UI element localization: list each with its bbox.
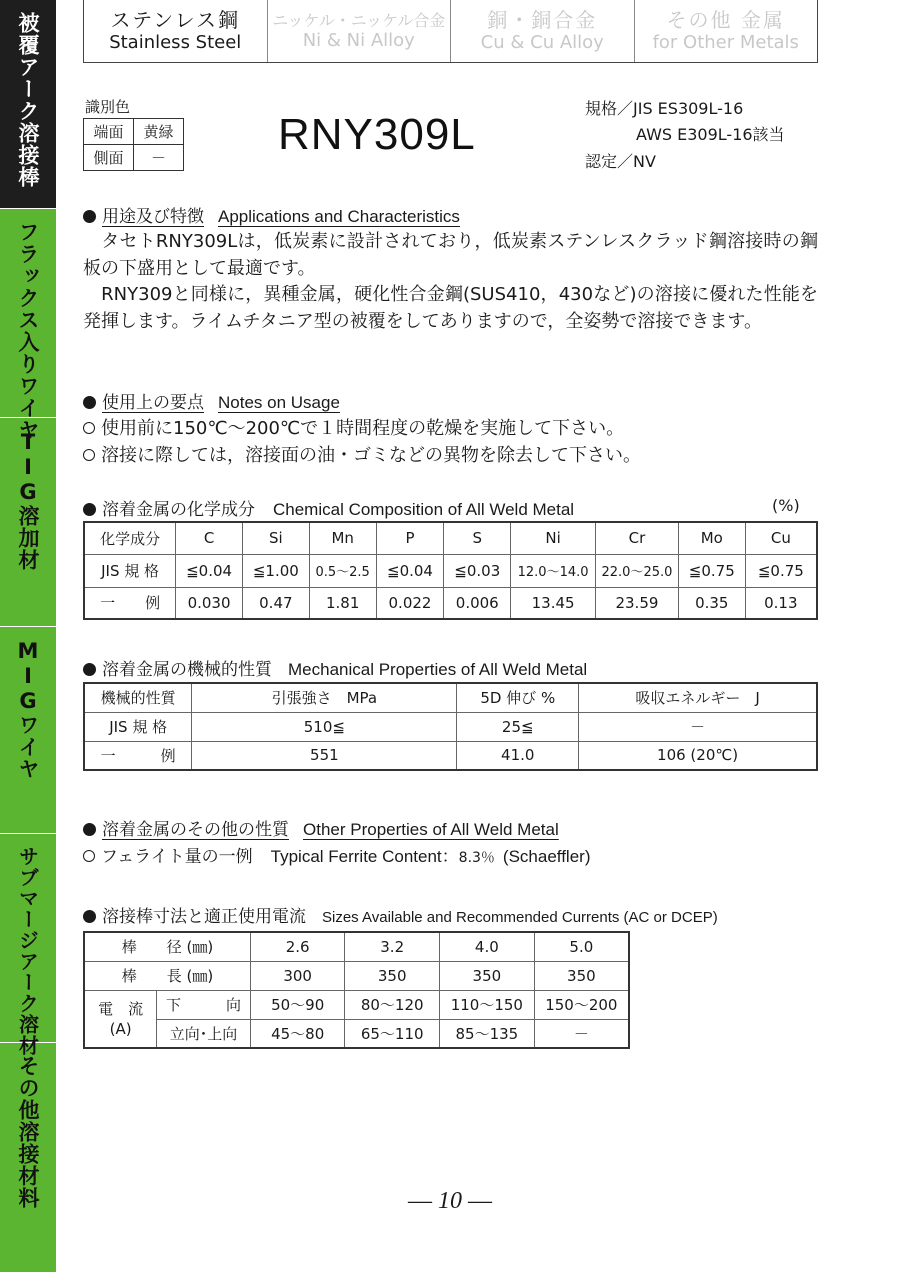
table-cell: 3.2 [345, 932, 440, 961]
bullet-icon [83, 396, 96, 409]
row-header: JIS 規 格 [84, 554, 176, 587]
table-cell: 0.022 [376, 587, 444, 619]
row-header: 一 例 [84, 587, 176, 619]
standard-aws: AWS E309L-16該当 [636, 125, 785, 144]
column-header: Cu [745, 522, 817, 554]
table-row [84, 587, 817, 619]
bullet-icon [83, 663, 96, 676]
tab-other-metals[interactable] [635, 0, 818, 62]
sidebar-item-mig-wire[interactable] [0, 627, 56, 834]
chemical-composition-table [83, 521, 818, 620]
id-color-label: 識別色 [85, 98, 131, 116]
sidebar-item-other-materials[interactable] [0, 1043, 56, 1272]
tab-stainless-steel[interactable] [84, 0, 268, 62]
table-cell: 80～120 [345, 990, 440, 1019]
table-cell: 13.45 [511, 587, 596, 619]
table-cell: ≦0.04 [176, 554, 243, 587]
circle-bullet-icon [83, 422, 95, 434]
note-item [83, 414, 624, 440]
tab-label-en: Cu & Cu Alloy [480, 32, 604, 54]
table-cell: － [534, 1019, 629, 1048]
row-header: JIS 規 格 [84, 712, 192, 741]
table-cell: ≦0.04 [376, 554, 444, 587]
table-cell: 50～90 [250, 990, 344, 1019]
table-cell: 0.13 [745, 587, 817, 619]
table-cell: 510≦ [192, 712, 457, 741]
table-cell: 23.59 [596, 587, 679, 619]
table-cell: 0.030 [176, 587, 243, 619]
table-cell: 150～200 [534, 990, 629, 1019]
table-cell: 4.0 [440, 932, 535, 961]
applications-paragraph-1: タセトRNY309Lは，低炭素に設計されており，低炭素ステンレスクラッド鋼溶接時の鋼板の下盛用として最適です。 [83, 231, 818, 279]
row-header: 一 例 [84, 741, 192, 770]
table-cell: 85～135 [440, 1019, 535, 1048]
page-number: ― 10 ― [408, 1188, 492, 1214]
heading-jp: 溶着金属の機械的性質 [102, 660, 272, 680]
table-cell: 25≦ [457, 712, 579, 741]
table-row [84, 1019, 629, 1048]
sidebar-item-flux-cored-wire[interactable] [0, 209, 56, 441]
table-cell: ≦0.75 [678, 554, 745, 587]
table-cell: 350 [440, 961, 535, 990]
row-header: 立向･上向 [157, 1019, 251, 1048]
column-header: C [176, 522, 243, 554]
column-header: P [376, 522, 444, 554]
sidebar-item-tig-filler[interactable] [0, 418, 56, 627]
sidebar-item-label: サブマージアーク溶材 [15, 846, 40, 1056]
table-header-row [84, 522, 817, 554]
row-header: 棒 径 (㎜) [84, 932, 250, 961]
table-cell: 12.0～14.0 [511, 554, 596, 587]
ferrite-label-en: Typical Ferrite Content： [270, 847, 459, 866]
column-header: 機械的性質 [84, 683, 192, 712]
column-header: Mn [309, 522, 376, 554]
sizes-heading [83, 902, 718, 927]
tab-label-jp: ステンレス鋼 [110, 8, 240, 33]
tab-label-jp: ニッケル・ニッケル合金 [272, 10, 446, 30]
column-header: Si [242, 522, 309, 554]
heading-jp: 用途及び特徴 [102, 207, 204, 227]
ferrite-content-line [83, 842, 590, 867]
sidebar-item-label: TIG溶加材 [16, 430, 40, 571]
other-properties-heading [83, 815, 559, 840]
table-cell: 350 [534, 961, 629, 990]
table-cell: 45～80 [250, 1019, 344, 1048]
sidebar-item-label: MIGワイヤ [16, 639, 40, 780]
tab-copper-alloy[interactable] [451, 0, 635, 62]
row-header: 棒 長 (㎜) [84, 961, 250, 990]
column-header: 引張強さ MPa [192, 683, 457, 712]
table-cell: 350 [345, 961, 440, 990]
table-row [84, 145, 184, 171]
table-cell: 0.35 [678, 587, 745, 619]
table-cell: 2.6 [250, 932, 344, 961]
bullet-icon [83, 910, 96, 923]
current-label: 電 流 [98, 999, 144, 1018]
note-text: 溶接に際しては，溶接面の油・ゴミなどの異物を除去して下さい。 [101, 445, 641, 466]
product-name: RNY309L [278, 110, 476, 159]
circle-bullet-icon [83, 449, 95, 461]
heading-en: Applications and Characteristics [218, 207, 460, 226]
id-color-table [83, 118, 184, 171]
column-header: Mo [678, 522, 745, 554]
table-row [84, 554, 817, 587]
heading-en: Chemical Composition of All Weld Metal [273, 500, 575, 519]
mechanical-properties-table [83, 682, 818, 771]
id-color-value: 黄緑 [134, 119, 184, 145]
chemical-heading [83, 495, 574, 520]
table-row [84, 961, 629, 990]
bullet-icon [83, 210, 96, 223]
heading-en: Other Properties of All Weld Metal [303, 820, 559, 839]
metal-category-tabs [83, 0, 818, 63]
table-cell: 5.0 [534, 932, 629, 961]
table-cell: 551 [192, 741, 457, 770]
id-color-name: 端面 [84, 119, 134, 145]
table-header-row [84, 683, 817, 712]
heading-jp: 溶着金属の化学成分 [102, 500, 255, 520]
tab-label-en: Ni & Ni Alloy [302, 29, 415, 51]
row-header: 下 向 [157, 990, 251, 1019]
sidebar-item-covered-electrodes[interactable] [0, 0, 56, 209]
table-row [84, 932, 629, 961]
table-cell: 65～110 [345, 1019, 440, 1048]
sidebar-item-label: その他溶接材料 [16, 1055, 40, 1209]
bullet-icon [83, 503, 96, 516]
current-unit: (A) [109, 1019, 132, 1038]
id-color-name: 側面 [84, 145, 134, 171]
ferrite-method: (Schaeffler) [502, 847, 591, 866]
table-cell: ≦0.75 [745, 554, 817, 587]
ferrite-value: 8.3％ [458, 850, 495, 866]
sidebar-item-label: 被覆アーク溶接棒 [16, 12, 40, 188]
certification: 認定／NV [585, 152, 656, 171]
heading-jp: 溶着金属のその他の性質 [102, 820, 289, 840]
circle-bullet-icon [83, 850, 95, 862]
tab-nickel-alloy[interactable] [268, 0, 452, 62]
column-header: Ni [511, 522, 596, 554]
mechanical-heading [83, 655, 587, 680]
heading-en: Notes on Usage [218, 393, 340, 412]
table-cell: 1.81 [309, 587, 376, 619]
heading-en: Mechanical Properties of All Weld Metal [288, 660, 588, 679]
category-sidebar [0, 0, 56, 1272]
tab-label-jp: 銅・銅合金 [487, 8, 598, 33]
standard-jis: 規格／JIS ES309L-16 [585, 99, 744, 118]
ferrite-label-jp: フェライト量の一例 [101, 847, 253, 867]
heading-en: Sizes Available and Recommended Currents (AC or DCEP) [322, 909, 718, 926]
applications-paragraph-2: RNY309と同様に，異種金属，硬化性合金鋼(SUS410，430など)の溶接に優れた性能を発揮します。ライムチタニア型の被覆をしてありますので，全姿勢で溶接できます。 [83, 284, 818, 332]
table-row [84, 119, 184, 145]
tab-label-en: for Other Metals [652, 32, 799, 54]
tab-label-jp: その他 金属 [666, 8, 785, 33]
column-header: Cr [596, 522, 679, 554]
table-cell: 41.0 [457, 741, 579, 770]
table-cell: 0.006 [444, 587, 511, 619]
sidebar-item-submerged-arc[interactable] [0, 834, 56, 1056]
note-item [83, 441, 641, 467]
note-text: 使用前に150℃～200℃で１時間程度の乾燥を実施して下さい。 [101, 418, 625, 439]
table-row [84, 712, 817, 741]
column-header: 5D 伸び % [457, 683, 579, 712]
table-cell: － [579, 712, 817, 741]
table-cell: 110～150 [440, 990, 535, 1019]
table-row [84, 990, 629, 1019]
bullet-icon [83, 823, 96, 836]
column-header: 化学成分 [84, 522, 176, 554]
table-cell: 0.5～2.5 [309, 554, 376, 587]
table-cell: 0.47 [242, 587, 309, 619]
chemical-unit: (%) [772, 496, 800, 515]
table-cell: ≦1.00 [242, 554, 309, 587]
sizes-currents-table [83, 931, 630, 1049]
heading-jp: 溶接棒寸法と適正使用電流 [102, 907, 306, 927]
table-cell: ≦0.03 [444, 554, 511, 587]
sidebar-item-label: フラックス入りワイヤ [16, 221, 40, 441]
id-color-value: － [134, 145, 184, 171]
table-cell: 300 [250, 961, 344, 990]
tab-label-en: Stainless Steel [109, 32, 242, 54]
table-row [84, 741, 817, 770]
applications-heading [83, 202, 460, 227]
heading-jp: 使用上の要点 [102, 393, 204, 413]
column-header: 吸収エネルギー J [579, 683, 817, 712]
column-header: S [444, 522, 511, 554]
notes-heading [83, 388, 340, 413]
table-cell: 106 (20℃) [579, 741, 817, 770]
current-header [84, 990, 157, 1048]
table-cell: 22.0～25.0 [596, 554, 679, 587]
